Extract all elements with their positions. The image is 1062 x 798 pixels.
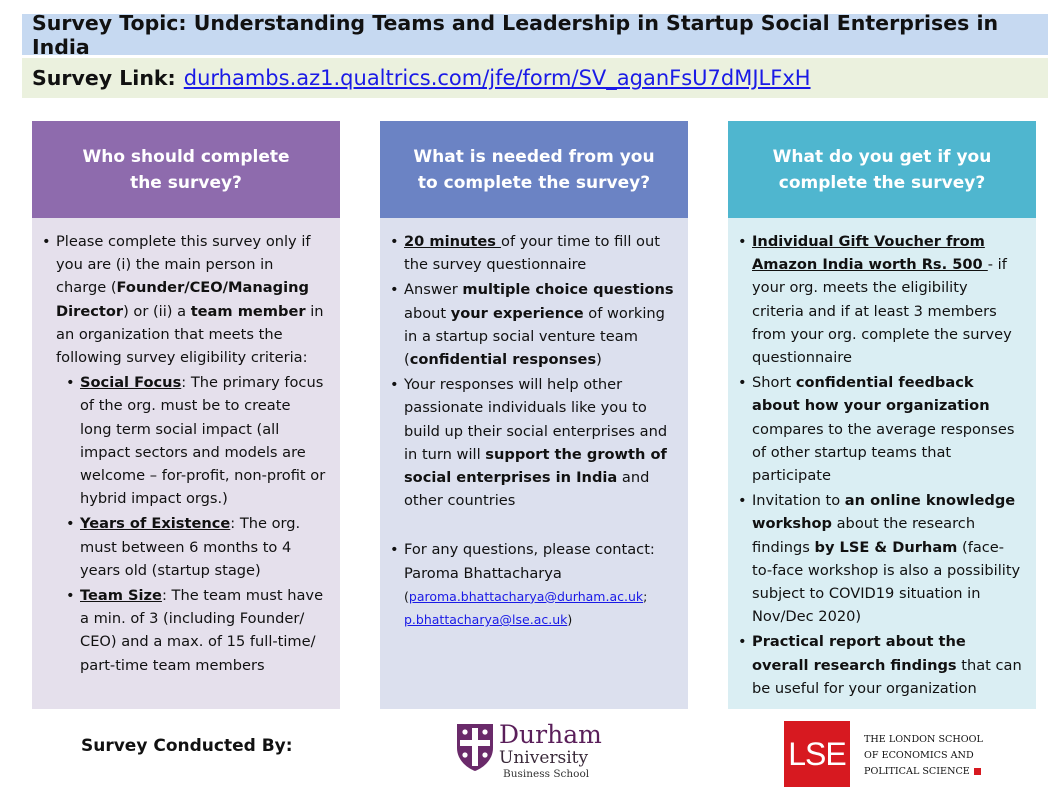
bold-text: your experience <box>450 304 584 322</box>
text: about the research findings <box>752 515 976 556</box>
intro-text: Please complete this survey only if you are (i) the main person in charge ( <box>56 233 311 297</box>
bold-text: by LSE & Durham <box>814 538 958 556</box>
criteria-social-focus <box>66 371 326 510</box>
what-you-get-panel <box>728 121 1036 709</box>
voucher-text: - if your org. meets the eligibility criteria and if at least 3 members from your org. complete the survey questionnaire <box>752 256 1012 367</box>
bold-text: an online knowledge workshop <box>752 492 1016 533</box>
get-item-workshop <box>738 489 1022 628</box>
lse-line-2: OF ECONOMICS AND <box>864 750 974 761</box>
who-should-complete-heading: Who should complete the survey? <box>32 121 340 218</box>
durham-business-school-text: Business School <box>503 768 590 780</box>
survey-topic-title: Survey Topic: Understanding Teams and Leadership in Startup Social Enterprises in India <box>32 10 999 59</box>
spacer <box>390 514 674 538</box>
survey-conducted-by-label: Survey Conducted By: <box>81 736 293 756</box>
needed-time-bold: 20 minutes <box>404 233 502 250</box>
needed-item-time <box>390 230 674 276</box>
contact-text: For any questions, please contact: Paroma Bhattacharya <box>404 541 655 582</box>
survey-topic-banner <box>22 10 1048 59</box>
criteria-text: : The team must have a min. of 3 (including Founder/ CEO) and a max. of 15 full-time/ part-time team members <box>80 587 324 674</box>
needed-item-answer <box>390 278 674 371</box>
text: about <box>404 304 451 322</box>
needed-item-impact <box>390 373 674 512</box>
survey-link[interactable]: durhambs.az1.qualtrics.com/jfe/form/SV_aganFsU7dMJLFxH <box>183 66 811 90</box>
what-is-needed-panel <box>380 121 688 709</box>
criteria-text: : The org. must between 6 months to 4 years old (startup stage) <box>80 515 301 579</box>
eligibility-intro <box>42 230 326 369</box>
text: Invitation to <box>752 492 845 510</box>
text: Your responses will help other passionate individuals like you to build up their social enterprises and in turn will <box>404 376 668 463</box>
durham-shield-icon <box>455 722 495 772</box>
text: that can be useful for your organization <box>752 656 1022 697</box>
what-you-get-heading: What do you get if you complete the survey? <box>728 121 1036 218</box>
bold-text: confidential responses <box>409 351 597 369</box>
bold-text: support the growth of social enterprises in India <box>404 445 667 487</box>
text: ) <box>596 351 602 369</box>
needed-item-contact <box>390 538 674 631</box>
lse-line-3 <box>864 764 1004 780</box>
intro-text: in an organization that meets the following survey eligibility criteria: <box>56 302 324 367</box>
get-item-feedback <box>738 371 1022 487</box>
text: (face-to-face workshop is also a possibility subject to COVID19 situation in Nov/Dec 2020) <box>752 538 1021 626</box>
who-should-complete-panel <box>32 121 340 709</box>
intro-bold-team-member: team member <box>190 302 306 320</box>
lse-line-1: THE LONDON SCHOOL <box>864 734 983 745</box>
what-is-needed-heading: What is needed from you to complete the survey? <box>380 121 688 218</box>
bold-text: Practical report about the overall research findings <box>752 633 966 674</box>
durham-wordmark: Durham <box>499 720 602 749</box>
durham-university-logo <box>455 720 615 782</box>
criteria-label: Social Focus <box>80 374 182 392</box>
lse-red-square-icon <box>974 768 981 775</box>
email-link-lse[interactable]: p.bhattacharya@lse.ac.uk <box>404 612 568 628</box>
text: Answer <box>404 281 463 299</box>
criteria-team-size <box>66 584 326 677</box>
lse-logo-box: LSE <box>784 721 850 787</box>
email-link-durham[interactable]: paroma.bhattacharya@durham.ac.uk <box>408 588 644 604</box>
intro-text: ) or (ii) a <box>123 302 191 320</box>
text: and other countries <box>404 469 650 510</box>
survey-link-label: Survey Link: <box>32 66 176 90</box>
bold-text: confidential feedback about how your organization <box>752 374 990 415</box>
criteria-years-of-existence <box>66 512 326 582</box>
voucher-bold: Individual Gift Voucher from Amazon India worth Rs. 500 <box>752 233 988 274</box>
who-should-complete-body <box>32 218 340 709</box>
criteria-label: Years of Existence <box>80 515 231 533</box>
what-is-needed-body <box>380 218 688 709</box>
what-you-get-body <box>728 218 1036 709</box>
lse-name <box>864 732 1004 780</box>
intro-bold-founder: Founder/CEO/Managing Director <box>56 279 309 320</box>
get-item-report <box>738 630 1022 700</box>
text: Short <box>752 374 796 392</box>
criteria-label: Team Size <box>80 587 162 605</box>
criteria-text: : The primary focus of the org. must be to create long term social impact (all impact sectors and models are welcome – for-profit, non-profit or hybrid impact orgs.) <box>80 374 326 508</box>
get-item-voucher <box>738 230 1022 369</box>
survey-link-banner <box>22 58 1048 98</box>
durham-university-text: University <box>499 748 589 768</box>
lse-line-3-text: POLITICAL SCIENCE <box>864 766 970 777</box>
text: of working in a startup social venture team ( <box>404 304 665 369</box>
text: compares to the average responses of other startup teams that participate <box>752 420 1015 485</box>
bold-text: multiple choice questions <box>462 281 674 299</box>
needed-time-text: of your time to fill out the survey questionnaire <box>404 233 660 274</box>
contact-emails: (paroma.bhattacharya@durham.ac.uk; p.bhattacharya@lse.ac.uk) <box>404 588 648 628</box>
